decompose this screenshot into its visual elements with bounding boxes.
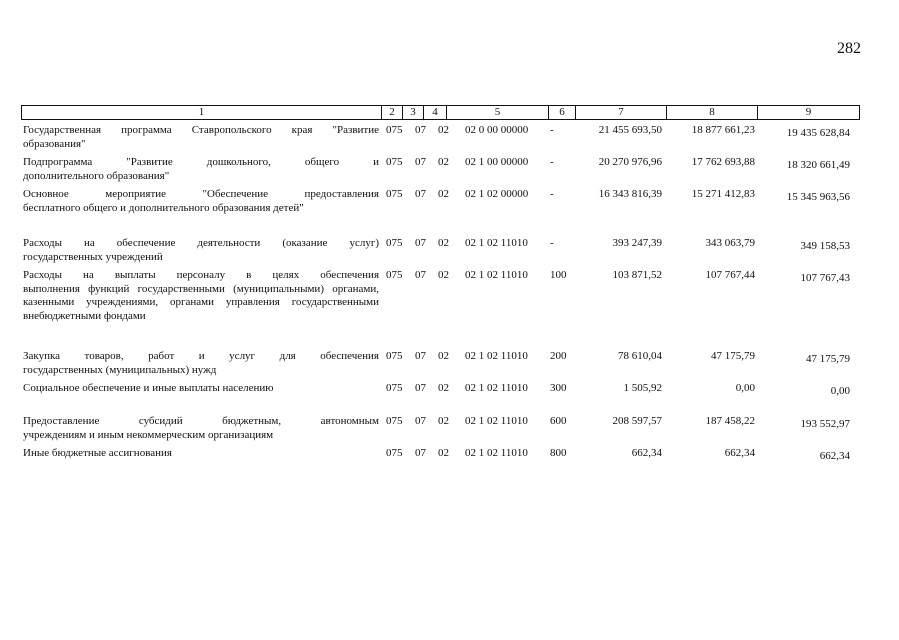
code-expense-type: 100 [550,269,567,281]
code-target-article: 02 1 02 11010 [465,350,528,362]
amount-year-1: 393 247,39 [612,237,662,249]
code-chapter: 075 [386,415,403,427]
code-subsection: 02 [438,237,449,249]
row-name-rest: дополнительного образования" [23,169,170,182]
code-chapter: 075 [386,156,403,168]
code-expense-type: 200 [550,350,567,362]
amount-year-1: 78 610,04 [618,350,662,362]
row-name-first-line: Социальное обеспечение и иные выплаты населению [23,382,274,394]
amount-year-1: 662,34 [631,447,662,459]
code-target-article: 02 1 02 11010 [465,415,528,427]
amount-year-2: 17 762 693,88 [691,156,755,168]
page-number: 282 [837,40,861,57]
header-col-1: 1 [22,106,382,119]
header-col-3: 3 [403,106,424,119]
row-name [23,447,379,461]
row-name [23,382,379,396]
code-subsection: 02 [438,350,449,362]
amount-year-2: 0,00 [735,382,755,394]
amount-year-3: 0,00 [830,385,850,397]
code-section: 07 [415,188,426,200]
row-name-first-line: Расходы на выплаты персоналу в целях обеспечения [23,269,379,281]
row-name-rest: государственных учреждений [23,250,163,263]
header-col-6: 6 [549,106,576,119]
row-name-rest: выполнения функций государственными (муниципальными) органами, казенными учреждениями, органами управления государственными внебюджетными фондами [23,282,379,322]
code-chapter: 075 [386,269,403,281]
amount-year-1: 20 270 976,96 [598,156,662,168]
code-expense-type: - [550,124,554,136]
row-name-first-line: Государственная программа Ставропольского края "Развитие [23,124,379,136]
amount-year-3: 47 175,79 [806,353,850,365]
code-target-article: 02 1 02 00000 [465,188,529,200]
code-subsection: 02 [438,269,449,281]
code-section: 07 [415,156,426,168]
code-chapter: 075 [386,188,403,200]
code-expense-type: 300 [550,382,567,394]
row-name [23,188,379,215]
amount-year-2: 343 063,79 [705,237,755,249]
table-header-row [21,105,860,120]
amount-year-1: 103 871,52 [612,269,662,281]
row-name-first-line: Закупка товаров, работ и услуг для обеспечения [23,350,379,362]
code-chapter: 075 [386,382,403,394]
code-expense-type: 600 [550,415,567,427]
code-chapter: 075 [386,124,403,136]
code-section: 07 [415,350,426,362]
header-col-9: 9 [805,106,812,118]
header-col-5: 5 [447,106,549,119]
code-target-article: 02 1 02 11010 [465,447,528,459]
header-col-7: 7 [576,106,667,119]
header-col-4: 4 [424,106,447,119]
row-name-first-line: Основное мероприятие "Обеспечение предоставления [23,188,379,200]
row-name-rest: бесплатного общего и дополнительного образования детей" [23,201,304,214]
row-name-rest: учреждениям и иным некоммерческим организациям [23,428,274,441]
row-name-rest: образования" [23,137,86,150]
amount-year-3: 19 435 628,84 [786,127,850,139]
code-subsection: 02 [438,188,449,200]
amount-year-3: 18 320 661,49 [786,159,850,171]
amount-year-1: 208 597,57 [612,415,662,427]
code-subsection: 02 [438,382,449,394]
code-section: 07 [415,447,426,459]
amount-year-2: 187 458,22 [705,415,755,427]
code-expense-type: - [550,237,554,249]
amount-year-2: 662,34 [724,447,755,459]
amount-year-3: 15 345 963,56 [786,191,850,203]
row-name [23,124,379,151]
code-chapter: 075 [386,237,403,249]
code-subsection: 02 [438,415,449,427]
amount-year-2: 18 877 661,23 [691,124,755,136]
amount-year-1: 21 455 693,50 [598,124,662,136]
amount-year-3: 662,34 [819,450,850,462]
amount-year-2: 47 175,79 [711,350,755,362]
code-target-article: 02 1 00 00000 [465,156,529,168]
row-name [23,269,379,323]
code-section: 07 [415,382,426,394]
code-target-article: 02 1 02 11010 [465,237,528,249]
row-name [23,156,379,183]
row-name [23,350,379,377]
row-name-first-line: Иные бюджетные ассигнования [23,447,172,459]
amount-year-2: 107 767,44 [705,269,755,281]
amount-year-3: 349 158,53 [800,240,850,252]
code-expense-type: - [550,156,554,168]
amount-year-3: 193 552,97 [800,418,850,430]
row-name-rest: государственных (муниципальных) нужд [23,363,217,376]
code-chapter: 075 [386,447,403,459]
header-col-2: 2 [382,106,403,119]
code-section: 07 [415,269,426,281]
code-target-article: 02 1 02 11010 [465,382,528,394]
amount-year-2: 15 271 412,83 [691,188,755,200]
code-expense-type: - [550,188,554,200]
code-target-article: 02 0 00 00000 [465,124,529,136]
code-subsection: 02 [438,124,449,136]
code-chapter: 075 [386,350,403,362]
row-name-first-line: Расходы на обеспечение деятельности (оказание услуг) [23,237,379,249]
code-subsection: 02 [438,447,449,459]
header-col-8: 8 [667,106,758,119]
code-section: 07 [415,124,426,136]
code-subsection: 02 [438,156,449,168]
code-section: 07 [415,237,426,249]
row-name-first-line: Предоставление субсидий бюджетным, автономным [23,415,379,427]
amount-year-1: 1 505,92 [623,382,662,394]
code-expense-type: 800 [550,447,567,459]
code-section: 07 [415,415,426,427]
row-name [23,237,379,264]
amount-year-1: 16 343 816,39 [598,188,662,200]
row-name-first-line: Подпрограмма "Развитие дошкольного, общего и [23,156,379,168]
amount-year-3: 107 767,43 [800,272,850,284]
code-target-article: 02 1 02 11010 [465,269,528,281]
row-name [23,415,379,442]
